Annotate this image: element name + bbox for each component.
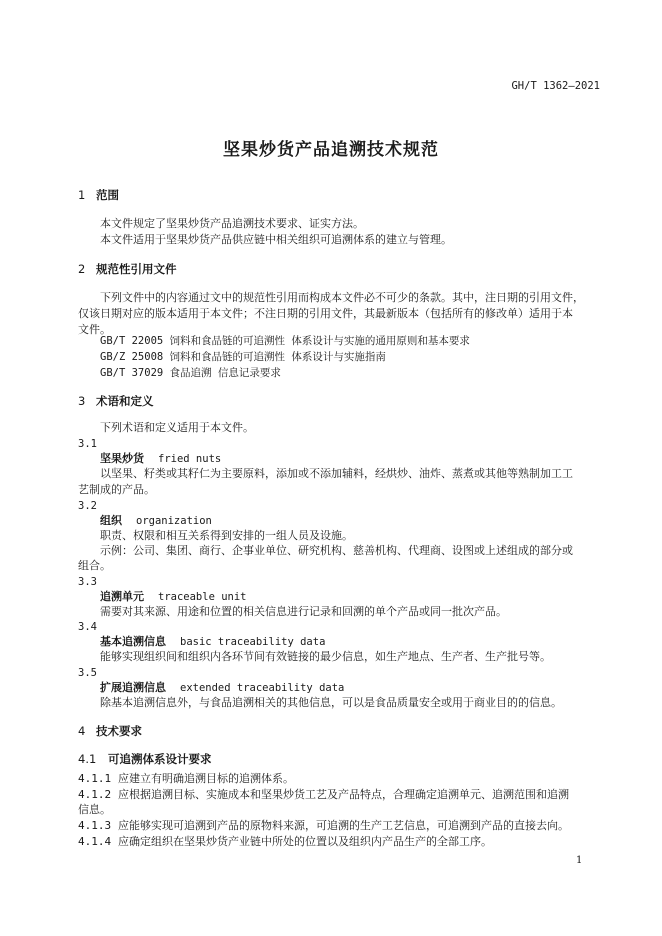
term-3-1-definition-line-1: 以坚果、籽类或其籽仁为主要原料，添加或不添加辅料，经烘炒、油炸、蒸煮或其他等熟制加工工 (100, 467, 573, 480)
page-number: 1 (576, 855, 583, 866)
term-3-5-definition: 除基本追溯信息外，与食品追溯相关的其他信息，可以是食品质量安全或用于商业目的的信息。 (100, 696, 562, 709)
section-2-paragraph-line-2: 仅该日期对应的版本适用于本文件；不注日期的引用文件，其最新版本（包括所有的修改单）适用于本 (78, 307, 573, 320)
clause-4-1-1: 4.1.1 应建立有明确追溯目标的追溯体系。 (78, 772, 294, 785)
section-2-paragraph-line-1: 下列文件中的内容通过文中的规范性引用而构成本文件必不可少的条款。其中，注日期的引用文件， (100, 291, 584, 304)
term-3-2-heading: 组织 organization (100, 514, 212, 527)
term-3-1-heading: 坚果炒货 fried nuts (100, 452, 222, 465)
page-title: 坚果炒货产品追溯技术规范 (223, 140, 439, 160)
term-3-2-example-line-2: 组合。 (78, 559, 111, 572)
term-3-4-definition: 能够实现组织间和组织内各环节间有效链接的最少信息，如生产地点、生产者、生产批号等。 (100, 650, 551, 663)
term-3-2-definition: 职责、权限和相互关系得到安排的一组人员及设施。 (100, 529, 353, 542)
term-3-3-number: 3.3 (78, 576, 97, 588)
term-3-1-definition-line-2: 艺制成的产品。 (78, 483, 155, 496)
section-3-intro: 下列术语和定义适用于本文件。 (100, 421, 254, 434)
section-2-paragraph-line-3: 文件。 (78, 323, 111, 336)
section-2-heading: 2 规范性引用文件 (78, 262, 177, 276)
term-3-4-heading: 基本追溯信息 basic traceability data (100, 635, 326, 648)
term-3-5-heading: 扩展追溯信息 extended traceability data (100, 681, 345, 694)
term-3-2-number: 3.2 (78, 500, 97, 512)
clause-4-1-4: 4.1.4 应确定组织在坚果炒货产业链中所处的位置以及组织内产品生产的全部工序。 (78, 835, 492, 848)
section-1-heading: 1 范围 (78, 188, 119, 202)
section-1-paragraph-1: 本文件规定了坚果炒货产品追溯技术要求、证实方法。 (100, 217, 364, 230)
normative-reference-3: GB/T 37029 食品追溯 信息记录要求 (100, 367, 281, 379)
section-3-heading: 3 术语和定义 (78, 394, 154, 408)
term-3-4-number: 3.4 (78, 621, 97, 633)
clause-4-1-2-line-1: 4.1.2 应根据追溯目标、实施成本和坚果炒货工艺及产品特点，合理确定追溯单元、追溯范围和追溯 (78, 788, 569, 801)
section-4-heading: 4 技术要求 (78, 724, 142, 738)
term-3-3-heading: 追溯单元 traceable unit (100, 590, 247, 603)
term-3-3-definition: 需要对其来源、用途和位置的相关信息进行记录和回溯的单个产品或同一批次产品。 (100, 605, 507, 618)
normative-reference-1: GB/T 22005 饲料和食品链的可追溯性 体系设计与实施的通用原则和基本要求 (100, 335, 470, 347)
section-1-paragraph-2: 本文件适用于坚果炒货产品供应链中相关组织可追溯体系的建立与管理。 (100, 233, 452, 246)
term-3-2-example-line-1: 示例：公司、集团、商行、企事业单位、研究机构、慈善机构、代理商、设图或上述组成的部分或 (100, 544, 573, 557)
term-3-5-number: 3.5 (78, 667, 97, 679)
section-4-1-heading: 4.1 可追溯体系设计要求 (78, 752, 212, 766)
term-3-1-number: 3.1 (78, 438, 97, 450)
clause-4-1-2-line-2: 信息。 (78, 803, 111, 816)
normative-reference-2: GB/Z 25008 饲料和食品链的可追溯性 体系设计与实施指南 (100, 351, 386, 363)
standard-code: GH/T 1362—2021 (511, 80, 600, 92)
clause-4-1-3: 4.1.3 应能够实现可追溯到产品的原物料来源，可追溯的生产工艺信息，可追溯到产品的直接去向。 (78, 819, 569, 832)
